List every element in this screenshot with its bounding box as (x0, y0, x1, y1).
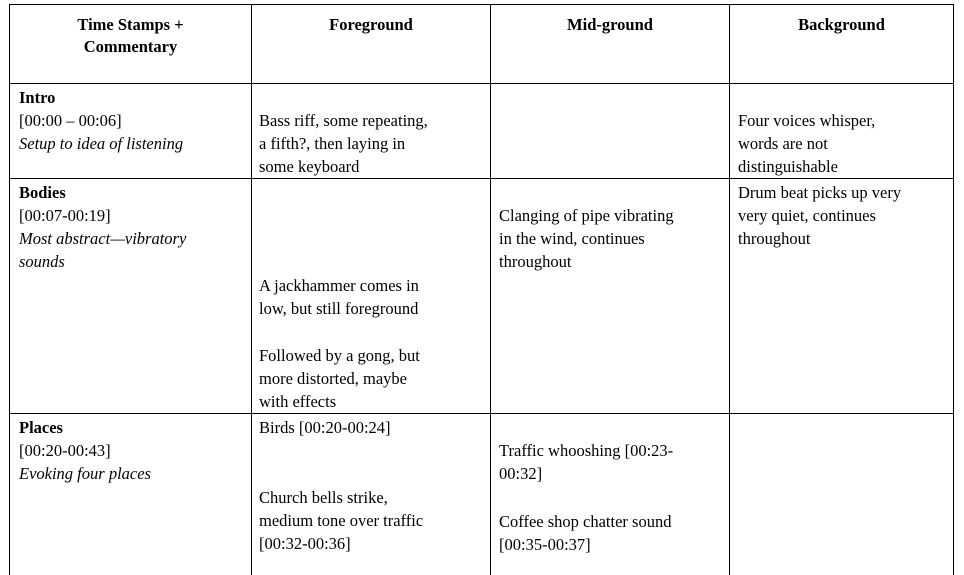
places-midground-a-line: Traffic whooshing [00:23- (499, 441, 674, 460)
bodies-foreground-a-cell (259, 274, 489, 320)
places-commentary: Evoking four places (19, 464, 151, 483)
row-divider-places (9, 413, 954, 414)
places-foreground-a-cell (259, 416, 489, 439)
places-foreground-b-line: medium tone over traffic (259, 511, 424, 530)
bodies-background-line: throughout (738, 229, 811, 248)
bodies-timestamp: [00:07-00:19] (19, 206, 111, 225)
intro-foreground-line: some keyboard (259, 157, 360, 176)
intro-timestamp: [00:00 – 00:06] (19, 111, 122, 130)
intro-background-cell (738, 109, 952, 178)
bodies-foreground-b-line: with effects (259, 392, 337, 411)
bodies-foreground-a-line: A jackhammer comes in (259, 276, 419, 295)
bodies-midground-line: in the wind, continues (499, 229, 645, 248)
bodies-foreground-b-line: Followed by a gong, but (259, 346, 420, 365)
places-midground-b-line: [00:35-00:37] (499, 535, 591, 554)
intro-foreground-line: a fifth?, then laying in (259, 134, 406, 153)
intro-commentary: Setup to idea of listening (19, 134, 184, 153)
bodies-commentary-line: Most abstract—vibratory (19, 229, 187, 248)
bodies-title: Bodies (19, 183, 66, 202)
bodies-foreground-b-cell (259, 344, 489, 413)
intro-background-line: Four voices whisper, (738, 111, 876, 130)
bodies-midground-line: Clanging of pipe vibrating (499, 206, 674, 225)
bodies-midground-line: throughout (499, 252, 572, 271)
bodies-background-line: very quiet, continues (738, 206, 876, 225)
places-commentary-cell (19, 416, 249, 485)
row-divider-bodies (9, 178, 954, 179)
places-title: Places (19, 418, 63, 437)
header-background: Background (798, 15, 885, 34)
intro-commentary-cell (19, 86, 249, 155)
row-divider-intro (9, 83, 954, 84)
column-divider-3 (729, 4, 730, 575)
bodies-commentary-cell (19, 181, 249, 273)
intro-foreground-cell (259, 109, 489, 178)
header-foreground: Foreground (329, 15, 413, 34)
places-midground-b-cell (499, 510, 729, 556)
header-time-stamps (10, 14, 251, 58)
bodies-background-cell (738, 181, 952, 250)
places-midground-b-line: Coffee shop chatter sound (499, 512, 672, 531)
bodies-foreground-a-line: low, but still foreground (259, 299, 419, 318)
column-divider-2 (490, 4, 491, 575)
places-foreground-a-line: Birds [00:20-00:24] (259, 418, 391, 437)
intro-background-line: words are not (738, 134, 828, 153)
table-left-border (9, 4, 10, 575)
header-midground: Mid-ground (567, 15, 653, 34)
places-timestamp: [00:20-00:43] (19, 441, 111, 460)
bodies-midground-cell (499, 204, 729, 273)
header-time-stamps-line2: Commentary (83, 37, 178, 56)
bodies-commentary-line: sounds (19, 252, 65, 271)
table-right-border (953, 4, 954, 575)
places-midground-a-line: 00:32] (499, 464, 543, 483)
places-foreground-b-line: [00:32-00:36] (259, 534, 351, 553)
bodies-foreground-b-line: more distorted, maybe (259, 369, 408, 388)
places-midground-a-cell (499, 439, 729, 485)
places-foreground-b-cell (259, 486, 489, 555)
column-divider-1 (251, 4, 252, 575)
intro-title: Intro (19, 88, 56, 107)
table-top-border (9, 4, 954, 5)
places-foreground-b-line: Church bells strike, (259, 488, 388, 507)
intro-background-line: distinguishable (738, 157, 838, 176)
bodies-background-line: Drum beat picks up very (738, 183, 902, 202)
header-time-stamps-line1: Time Stamps + (77, 15, 184, 34)
intro-foreground-line: Bass riff, some repeating, (259, 111, 428, 130)
